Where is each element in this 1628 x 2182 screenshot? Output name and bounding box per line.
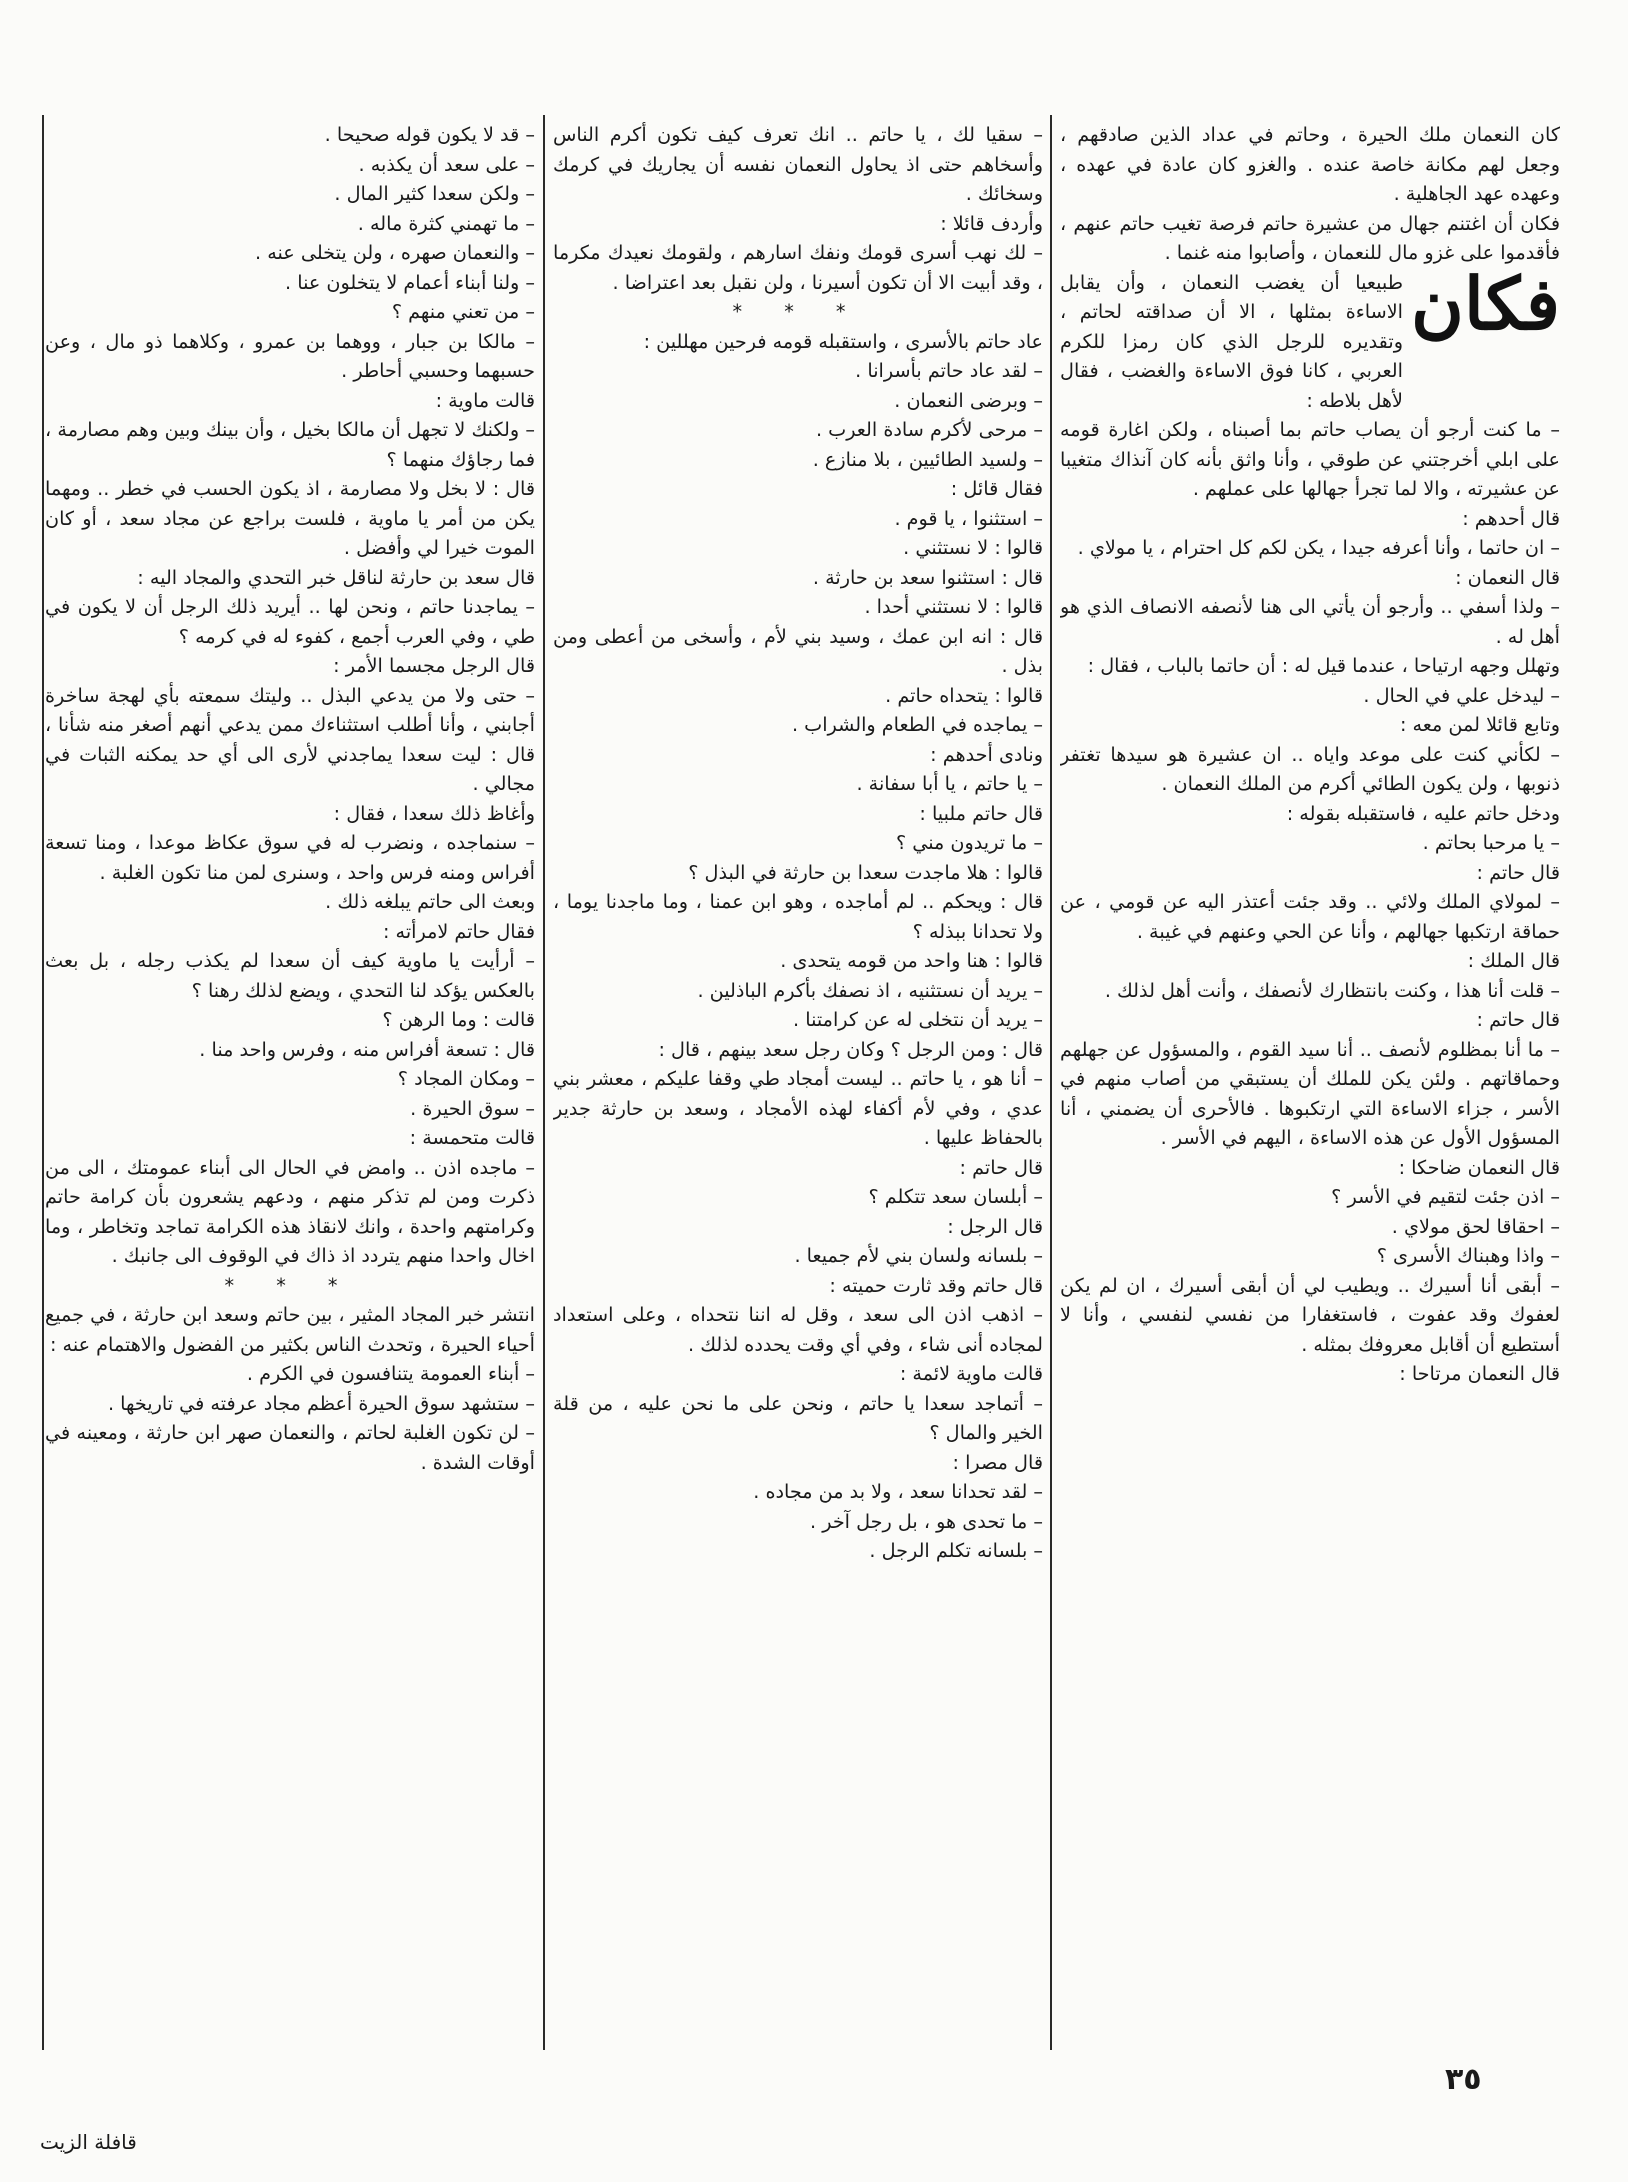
- paragraph: – ستشهد سوق الحيرة أعظم مجاد عرفته في تاريخها .: [107, 1391, 535, 1415]
- paragraph: – واذا وهبناك الأسرى ؟: [1376, 1244, 1560, 1267]
- paragraph: – ما تهمني كثرة ماله .: [357, 211, 535, 235]
- paragraph: عاد حاتم بالأسرى ، واستقبله قومه فرحين مهللين :: [643, 329, 1043, 353]
- paragraph: – أبقى أنا أسيرك .. ويطيب لي أن أبقى أسيرك ، ان لم يكن لعفوك وقد عفوت ، فاستغفارا من نفسي لنفسي ، وأنا لا أستطيع أن أقابل معروفك بمثله .: [1060, 1273, 1560, 1356]
- magazine-name: قافلة الزيت: [40, 2130, 137, 2154]
- paragraph: – اذهب اذن الى سعد ، وقل له اننا نتحداه ، وعلى استعداد لمجاده أنى شاء ، وفي أي وقت يحدده لذلك .: [553, 1303, 1043, 1356]
- paragraph: – لمولاي الملك ولائي .. وقد جئت أعتذر اليه عن قومي ، عن حماقة ارتكبها جهالهم ، وأنا عن الحي وعنهم في غيبة .: [1060, 890, 1560, 943]
- paragraph: – اذن جئت لتقيم في الأسر ؟: [1331, 1185, 1560, 1208]
- section-separator: * * *: [224, 1273, 356, 1297]
- paragraph: وتهلل وجهه ارتياحا ، عندما قيل له : أن حاتما بالباب ، فقال :: [1087, 654, 1560, 677]
- paragraph: قال الملك :: [1467, 949, 1560, 972]
- paragraph: – أتماجد سعدا يا حاتم ، ونحن على ما نحن عليه ، من قلة الخير والمال ؟: [553, 1391, 1043, 1444]
- paragraph: – على سعد أن يكذبه .: [358, 152, 535, 176]
- paragraph: قالوا : يتحداه حاتم .: [885, 683, 1043, 707]
- paragraph: – من تعني منهم ؟: [391, 300, 535, 323]
- paragraph: قال : لا بخل ولا مصارمة ، اذ يكون الحسب في خطر .. ومهما يكن من أمر يا ماوية ، فلست براجع عن مجاد سعد ، أو كان الموت خيرا لي وأفضل .: [45, 477, 535, 559]
- page-number: ٣٥: [1445, 2062, 1482, 2097]
- paragraph: وأغاظ ذلك سعدا ، فقال :: [333, 801, 535, 825]
- paragraph: قال حاتم :: [959, 1155, 1043, 1179]
- column-divider-right: [1050, 115, 1052, 2050]
- column-divider-left: [543, 115, 545, 2050]
- paragraph: – ما أنا بمظلوم لأنصف .. أنا سيد القوم ، والمسؤول عن جهلهم وحماقاتهم . ولئن يكن للملك أن يستبقي من أصاب منهم في الأسر ، جزاء الاساءة التي ارتكبوها . فالأحرى أن يضمني ، أنا المسؤول الأول عن هذه الاساءة ، اليهم في الأسر .: [1060, 1037, 1560, 1149]
- paragraph: فكان أن اغتنم جهال من عشيرة حاتم فرصة تغيب حاتم عنهم ، فأقدموا على غزو مال للنعمان ، وأصابوا منه غنما .: [1060, 211, 1560, 264]
- paragraph: قال سعد بن حارثة لناقل خبر التحدي والمجاد اليه :: [137, 565, 535, 589]
- paragraph: فقال حاتم لامرأته :: [382, 919, 535, 943]
- paragraph: – سوق الحيرة .: [410, 1096, 535, 1120]
- paragraph: قال الرجل :: [947, 1214, 1043, 1238]
- dropcap-paragraph: [1060, 260, 1560, 416]
- paragraph: – ماجده اذن .. وامض في الحال الى أبناء عمومتك ، الى من ذكرت ومن لم تذكر منهم ، ودعهم يشعرون بأن كرامة حاتم وكرامتهم واحدة ، وانك لانقاذ هذه الكرامة تماجد وتخاطر ، وما اخال واحدا منهم يتردد اذ ذاك في الوقوف الى جانبك .: [45, 1155, 535, 1267]
- paragraph: قال : ومن الرجل ؟ وكان رجل سعد بينهم ، قال :: [658, 1037, 1043, 1061]
- paragraph: – أرأيت يا ماوية كيف أن سعدا لم يكذب رجله ، بل بعث بالعكس يؤكد لنا التحدي ، ويضع لذلك رهنا ؟: [45, 949, 535, 1002]
- paragraph: – وبرضى النعمان .: [894, 388, 1043, 412]
- dropcap: فكان: [1411, 260, 1560, 346]
- paragraph: – سنماجده ، ونضرب له في سوق عكاظ موعدا ، ومنا تسعة أفراس ومنه فرس واحد ، وسنرى لمن منا تكون الغلبة .: [45, 831, 535, 884]
- paragraph: – مالكا بن جبار ، ووهما بن عمرو ، وكلاهما ذو مال ، وعن حسبهما وحسبي أحاطر .: [45, 329, 535, 382]
- paragraph: وأردف قائلا :: [940, 211, 1043, 235]
- paragraph: – أبناء العمومة يتنافسون في الكرم .: [246, 1362, 535, 1385]
- paragraph: – حتى ولا من يدعي البذل .. وليتك سمعته بأي لهجة ساخرة أجابني ، وأنا أطلب استثناءك ممن يدعي أنهم أصغر منه شأنا ، قال : ليت سعدا يماجدني لأرى الى أي حد يمكنه الثبات في مجالي .: [45, 683, 535, 795]
- paragraph: قال حاتم :: [1476, 860, 1560, 884]
- paragraph: انتشر خبر المجاد المثير ، بين حاتم وسعد ابن حارثة ، في جميع أحياء الحيرة ، وتحدث الناس بكثير من الفضول والاهتمام عنه :: [45, 1303, 535, 1356]
- paragraph: قال النعمان ضاحكا :: [1398, 1155, 1560, 1179]
- paragraph: قال حاتم :: [1476, 1008, 1560, 1031]
- paragraph: – ان حاتما ، وأنا أعرفه جيدا ، يكن لكم كل احترام ، يا مولاي .: [1077, 536, 1560, 559]
- paragraph: قال : استثنوا سعد بن حارثة .: [812, 565, 1043, 589]
- paragraph: – أنا هو ، يا حاتم .. ليست أمجاد طي وقفا عليكم ، معشر بني عدي ، وفي لأم أكفاء لهذه الأمجاد ، وسعد بن حارثة جدير بالحفاظ عليها .: [553, 1067, 1043, 1149]
- article-column-left: [45, 120, 535, 2045]
- paragraph: – لن تكون الغلبة لحاتم ، والنعمان صهر ابن حارثة ، ومعينه في أوقات الشدة .: [45, 1421, 535, 1474]
- paragraph: – يا مرحبا بحاتم .: [1422, 831, 1560, 854]
- paragraph: – ولكنك لا تجهل أن مالكا بخيل ، وأن بينك وبين وهم مصارمة ، فما رجاؤك منهما ؟: [45, 418, 535, 471]
- paragraph: – ليدخل علي في الحال .: [1363, 683, 1560, 707]
- paragraph: – بلسانه تكلم الرجل .: [869, 1539, 1043, 1562]
- paragraph: – يماجدنا حاتم ، ونحن لها .. أيريد ذلك الرجل أن لا يكون في طي ، وفي العرب أجمع ، كفوء له في كرمه ؟: [45, 595, 535, 648]
- paragraph: – لك نهب أسرى قومك ونفك اسارهم ، ولقومك نعيدك مكرما ، وقد أبيت الا أن تكون أسيرنا ، ولن نقبل بعد اعتراضا .: [553, 241, 1043, 294]
- paragraph: – يماجده في الطعام والشراب .: [791, 713, 1043, 736]
- paragraph: قال الرجل مجسما الأمر :: [333, 654, 535, 677]
- paragraph: قالوا : لا نستثني .: [903, 536, 1043, 559]
- paragraph: قالت : وما الرهن ؟: [382, 1008, 535, 1031]
- paragraph: – ما كنت أرجو أن يصاب حاتم بما أصبناه ، ولكن اغارة قومه على ابلي أخرجتني عن طوقي ، وأنا واثق بأنه كان آنذاك متغيبا عن عشيرته ، والا لما تجرأ جهالها على عملهم .: [1060, 418, 1560, 500]
- paragraph: قال : ويحكم .. لم أماجده ، وهو ابن عمنا ، وما ماجدنا يوما ، ولا تحدانا ببذله ؟: [553, 890, 1043, 943]
- article-column-middle: [553, 120, 1043, 2045]
- paragraph: – احقاقا لحق مولاي .: [1391, 1214, 1560, 1238]
- paragraph: قال : انه ابن عمك ، وسيد بني لأم ، وأسخى من أعطى ومن بذل .: [553, 624, 1043, 677]
- paragraph: – والنعمان صهره ، ولن يتخلى عنه .: [255, 241, 535, 264]
- paragraph: قالت متحمسة :: [409, 1126, 535, 1149]
- paragraph: قالت ماوية لائمة :: [899, 1362, 1043, 1385]
- paragraph: قال حاتم ملبيا :: [919, 801, 1043, 825]
- paragraph: – لكأني كنت على موعد واياه .. ان عشيرة هو سيدها تغتفر ذنوبها ، ولن يكون الطائي أكرم من الملك النعمان .: [1060, 742, 1560, 795]
- paragraph: – استثنوا ، يا قوم .: [894, 506, 1043, 530]
- paragraph: – سقيا لك ، يا حاتم .. انك تعرف كيف تكون أكرم الناس وأسخاهم حتى اذ يحاول النعمان نفسه أن يجاريك في كرمك وسخائك .: [553, 123, 1043, 205]
- paragraph: – بلسانه ولسان بني لأم جميعا .: [794, 1244, 1043, 1267]
- paragraph: ونادى أحدهم :: [930, 742, 1043, 766]
- paragraph: ودخل حاتم عليه ، فاستقبله بقوله :: [1286, 801, 1560, 825]
- paragraph: قال النعمان مرتاحا :: [1399, 1362, 1560, 1385]
- paragraph: – ما تريدون مني ؟: [895, 831, 1043, 854]
- paragraph: قال أحدهم :: [1462, 506, 1560, 530]
- paragraph: – مرحى لأكرم سادة العرب .: [815, 418, 1043, 441]
- section-separator: * * *: [732, 300, 864, 323]
- paragraph: قال حاتم وقد ثارت حميته :: [829, 1273, 1043, 1297]
- page-left-rule: [42, 115, 44, 2050]
- paragraph: – يريد أن نتخلى له عن كرامتنا .: [793, 1008, 1043, 1031]
- paragraph: – ولسيد الطائيين ، بلا منازع .: [812, 447, 1043, 471]
- paragraph: قالوا : هنا واحد من قومه يتحدى .: [780, 949, 1043, 972]
- paragraph: – أبلسان سعد تتكلم ؟: [868, 1185, 1043, 1208]
- paragraph: – ولنا أبناء أعمام لا يتخلون عنا .: [285, 270, 535, 294]
- paragraph: كان النعمان ملك الحيرة ، وحاتم في عداد الذين صادقهم ، وجعل لهم مكانة خاصة عنده . والغزو كان عادة في عهده ، وعهده عهد الجاهلية .: [1060, 123, 1560, 205]
- paragraph: – ولكن سعدا كثير المال .: [334, 182, 535, 205]
- paragraph: فقال قائل :: [950, 477, 1043, 500]
- paragraph: طبيعيا أن يغضب النعمان ، وأن يقابل الاساءة بمثلها ، الا أن صداقته لحاتم ، وتقديره للرجل الذي كان رمزا للكرم العربي ، كانا فوق الاساءة والغضب ، فقال لأهل بلاطه :: [1060, 270, 1403, 412]
- paragraph: قالوا : هلا ماجدت سعدا بن حارثة في البذل ؟: [688, 860, 1043, 884]
- paragraph: – ما تحدى هو ، بل رجل آخر .: [810, 1509, 1043, 1533]
- paragraph: – لقد عاد حاتم بأسرانا .: [855, 359, 1043, 382]
- paragraph: – لقد تحدانا سعد ، ولا بد من مجاده .: [753, 1480, 1043, 1503]
- paragraph: وتابع قائلا لمن معه :: [1399, 713, 1560, 736]
- paragraph: – ولذا أسفي .. وأرجو أن يأتي الى هنا لأنصفه الانصاف الذي هو أهل له .: [1060, 595, 1560, 648]
- paragraph: – يا حاتم ، يا أبا سفانة .: [856, 772, 1043, 795]
- article-column-right: [1060, 120, 1560, 2045]
- paragraph: قالوا : لا نستثني أحدا .: [864, 595, 1043, 618]
- paragraph: – قلت أنا هذا ، وكنت بانتظارك لأنصفك ، وأنت أهل لذلك .: [1104, 978, 1560, 1002]
- paragraph: – قد لا يكون قوله صحيحا .: [324, 123, 535, 146]
- paragraph: قال النعمان :: [1455, 565, 1560, 589]
- paragraph: قالت ماوية :: [435, 388, 535, 412]
- paragraph: قال مصرا :: [952, 1450, 1043, 1474]
- paragraph: – ومكان المجاد ؟: [397, 1067, 535, 1090]
- paragraph: وبعث الى حاتم يبلغه ذلك .: [325, 890, 535, 913]
- paragraph: قال : تسعة أفراس منه ، وفرس واحد منا .: [199, 1037, 535, 1061]
- paragraph: – يريد أن نستثنيه ، اذ نصفك بأكرم الباذلين .: [697, 978, 1043, 1002]
